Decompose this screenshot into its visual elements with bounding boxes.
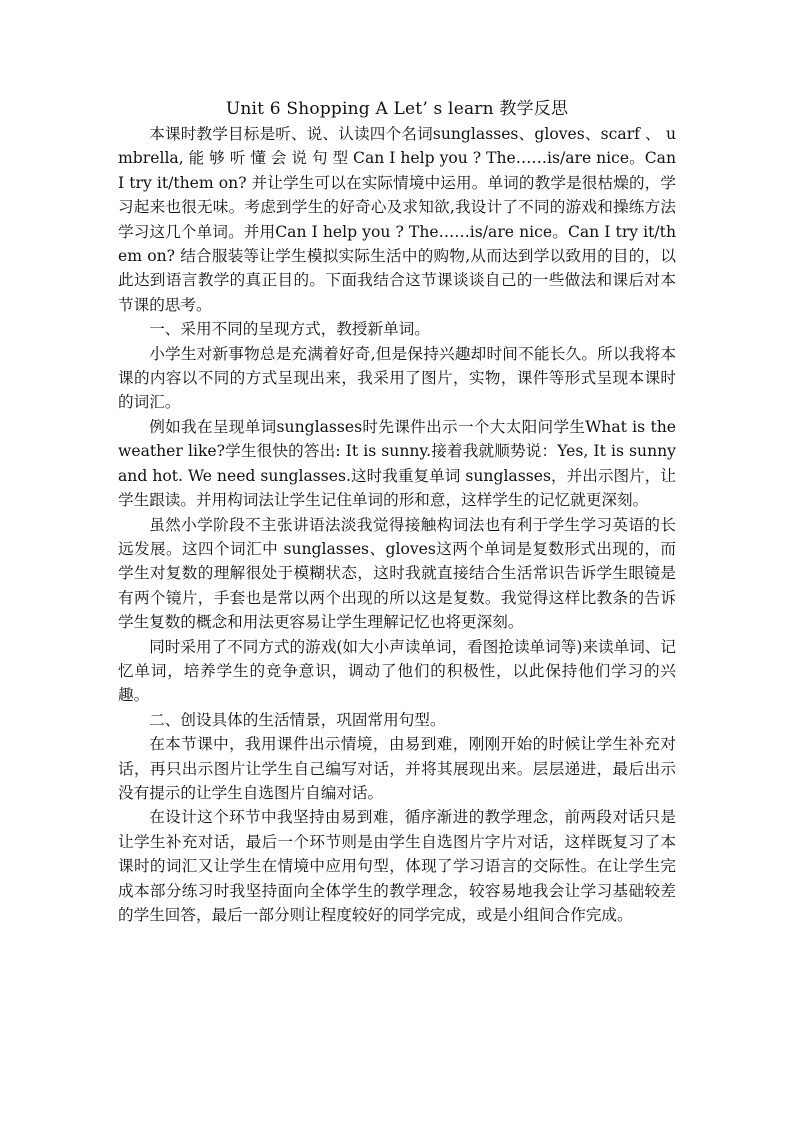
section-heading-1: 一、采用不同的呈现方式，教授新单词。 [149, 320, 430, 339]
paragraph-games: 同时采用了不同方式的游戏(如大小声读单词，看图抢读单词等)来读单词、记忆单词，培养学生的竞争意识，调动了他们的积极性，以此保持他们学习的兴趣。 [118, 637, 676, 705]
paragraph-design: 在设计这个环节中我坚持由易到难，循序渐进的教学理念，前两段对话只是让学生补充对话，最后一个环节则是由学生自选图片字片对话，这样既复习了本课时的词汇又让学生在情境中应用句型，体现了学习语言的交际性。在让学生完成本部分练习时我坚持面向全体学生的教学理念，较容易地我会让学习基础较差的学生回答，最后一部分则让程度较好的同学完成，或是小组间合作完成。 [118, 808, 676, 924]
document-title: Unit 6 Shopping A Let’ s learn 教学反思 [225, 99, 569, 119]
paragraph-presentation: 小学生对新事物总是充满着好奇,但是保持兴趣却时间不能长久。所以我将本课的内容以不同的方式呈现出来，我采用了图片，实物，课件等形式呈现本课时的词汇。 [118, 344, 676, 412]
paragraph-context: 在本节课中，我用课件出示情境，由易到难，刚刚开始的时候让学生补充对话，再只出示图片让学生自己编写对话，并将其展现出来。层层递进，最后出示没有提示的让学生自选图片自编对话。 [118, 735, 676, 802]
paragraph-word-formation: 虽然小学阶段不主张讲语法淡我觉得接触构词法也有利于学生学习英语的长远发展。这四个词汇中 sunglasses、gloves这两个单词是复数形式出现的，而学生对复数的理解很处于模糊状态，这时我就直接结合生活常识告诉学生眼镜是有两个镜片，手套也是常以两个出现的所以这是复数。我觉得这样比教条的告诉学生复数的概念和用法更容易让学生理解记忆也将更深刻。 [118, 515, 676, 632]
paragraph-intro: 本课时教学目标是听、说、认读四个名词sunglasses、gloves、scarf 、 umbrella, 能 够 听 懂 会 说 句 型 Can I help you ? The……is/are nice。Can I try it/them on? 并让学生可以在实际情境中运用。单词的教学是很枯燥的，学习起来也很无味。考虑到学生的好奇心及求知欲,我设计了不同的游戏和操练方法学习这几个单词。并用Can I help you ? The……is/are nice。Can I try it/them on? 结合服装等让学生模拟实际生活中的购物,从而达到学以致用的目的，以此达到语言教学的真正目的。下面我结合这节课谈谈自己的一些做法和课后对本节课的思考。 [118, 125, 676, 314]
paragraph-example: 例如我在呈现单词sunglasses时先课件出示一个大太阳问学生What is the weather like?学生很快的答出: It is sunny.接着我就顺势说：Yes, It is sunny and hot. We need sunglasses.这时我重复单词 sunglasses，并出示图片，让学生跟读。并用构词法让学生记住单词的形和意，这样学生的记忆就更深刻。 [118, 417, 676, 510]
section-heading-2: 二、创设具体的生活情景，巩固常用句型。 [149, 710, 446, 729]
document-page [118, 96, 676, 927]
